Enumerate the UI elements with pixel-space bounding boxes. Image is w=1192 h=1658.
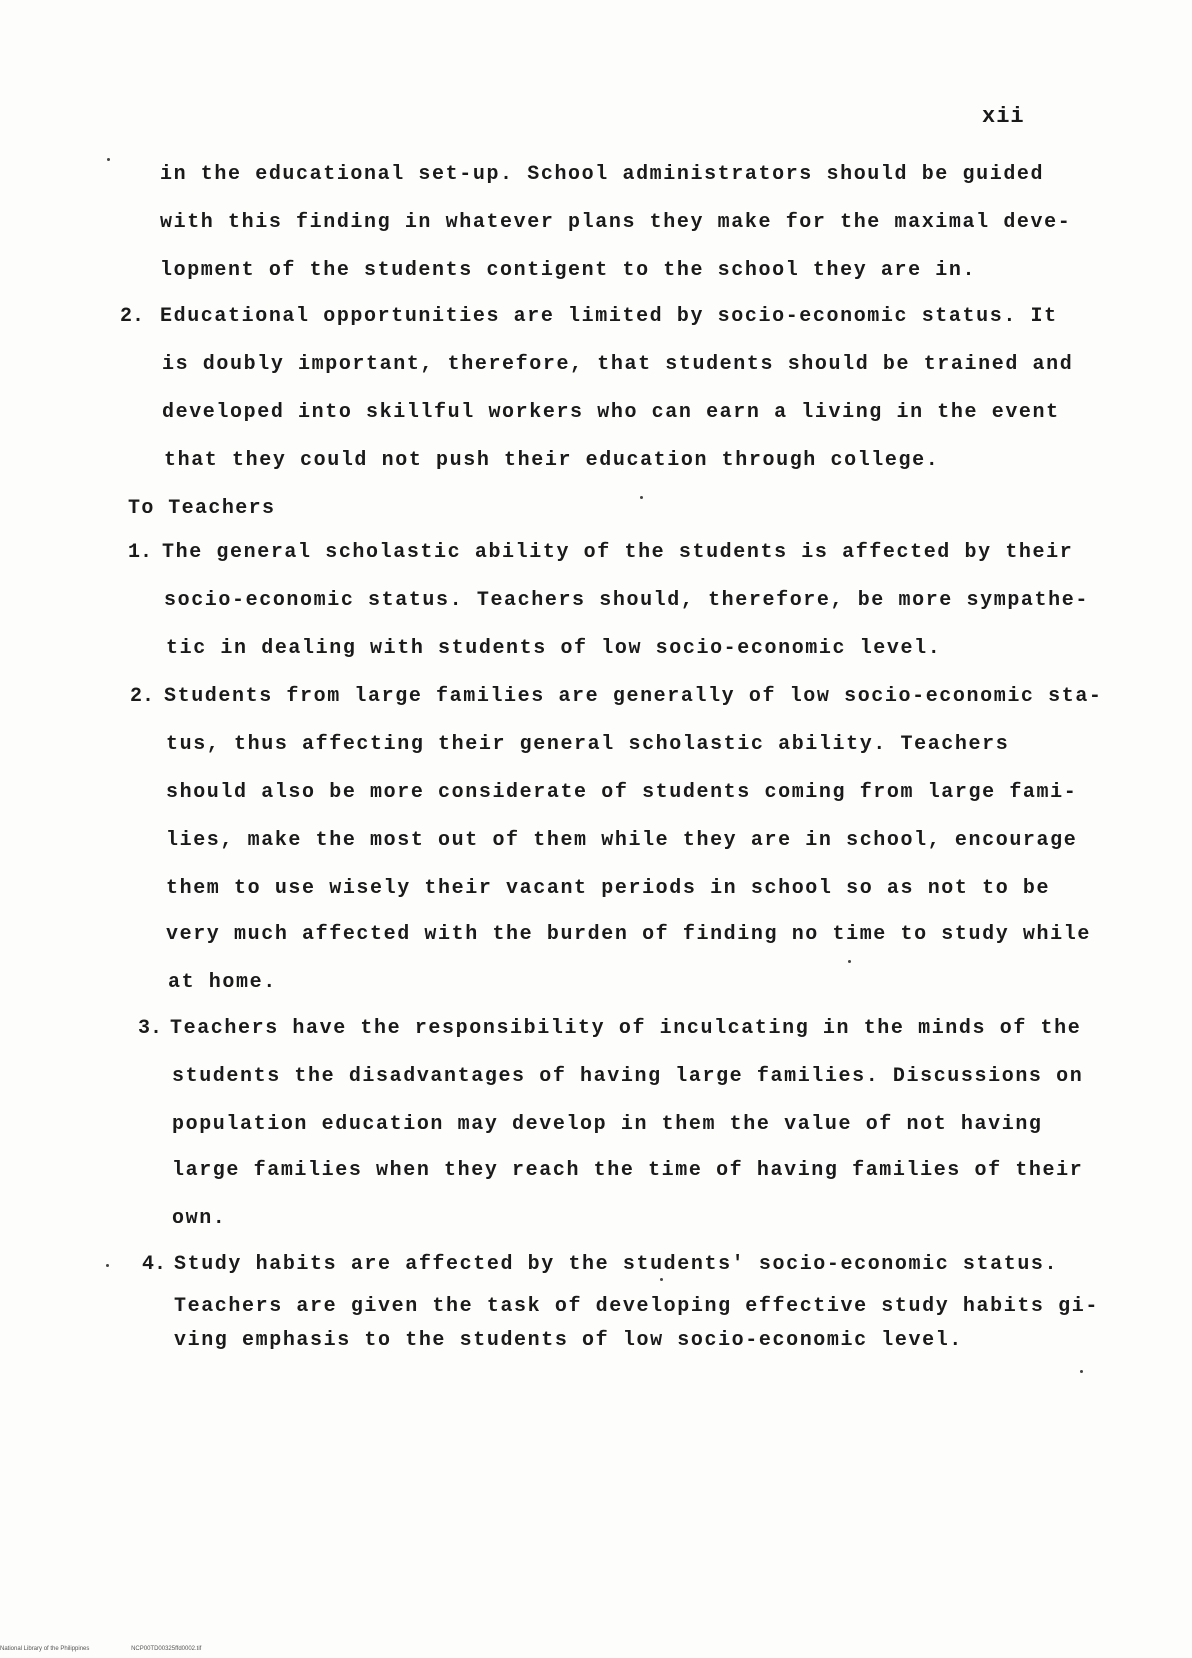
list-number: 2.: [120, 305, 145, 328]
text-line: tus, thus affecting their general scholastic ability. Teachers: [166, 733, 1010, 756]
section-heading: To Teachers: [128, 497, 276, 520]
list-number: 3.: [138, 1017, 163, 1040]
text-line: Students from large families are generally of low socio-economic sta-: [164, 685, 1103, 708]
scan-speck: [1080, 1370, 1083, 1373]
text-line: Teachers have the responsibility of inculcating in the minds of the: [170, 1017, 1082, 1040]
text-line: Study habits are affected by the students' socio-economic status.: [174, 1253, 1059, 1276]
text-line: that they could not push their education through college.: [164, 449, 940, 472]
text-line: The general scholastic ability of the students is affected by their: [162, 541, 1074, 564]
text-line: developed into skillful workers who can earn a living in the event: [162, 401, 1060, 424]
footer-library: National Library of the Philippines: [0, 1646, 90, 1652]
text-line: ving emphasis to the students of low socio-economic level.: [174, 1329, 963, 1352]
text-line: lopment of the students contigent to the school they are in.: [160, 259, 977, 282]
text-line: in the educational set-up. School administrators should be guided: [160, 163, 1045, 186]
scan-speck: [640, 496, 643, 499]
text-line: with this finding in whatever plans they make for the maximal deve-: [160, 211, 1072, 234]
text-line: lies, make the most out of them while they are in school, encourage: [166, 829, 1078, 852]
scan-speck: [107, 158, 110, 161]
text-line: Educational opportunities are limited by socio-economic status. It: [160, 305, 1058, 328]
scan-speck: [660, 1278, 663, 1281]
text-line: large families when they reach the time of having families of their: [172, 1159, 1084, 1182]
text-line: students the disadvantages of having large families. Discussions on: [172, 1065, 1084, 1088]
scan-footer: [0, 1646, 241, 1652]
list-number: 1.: [128, 541, 153, 564]
text-line: socio-economic status. Teachers should, therefore, be more sympathe-: [164, 589, 1089, 612]
text-line: own.: [172, 1207, 227, 1230]
footer-code: NCP00TD00325ffd0002.tif: [131, 1646, 202, 1652]
text-line: population education may develop in them the value of not having: [172, 1113, 1043, 1136]
scan-speck: [848, 960, 851, 963]
page-number: xii: [982, 104, 1025, 129]
text-line: tic in dealing with students of low socio-economic level.: [166, 637, 942, 660]
text-line: very much affected with the burden of finding no time to study while: [166, 923, 1091, 946]
scan-speck: [106, 1264, 109, 1267]
text-line: Teachers are given the task of developing effective study habits gi-: [174, 1295, 1099, 1318]
list-number: 2.: [130, 685, 155, 708]
text-line: is doubly important, therefore, that students should be trained and: [162, 353, 1074, 376]
list-number: 4.: [142, 1253, 167, 1276]
text-line: at home.: [168, 971, 277, 994]
text-line: them to use wisely their vacant periods in school so as not to be: [166, 877, 1051, 900]
text-line: should also be more considerate of students coming from large fami-: [166, 781, 1078, 804]
